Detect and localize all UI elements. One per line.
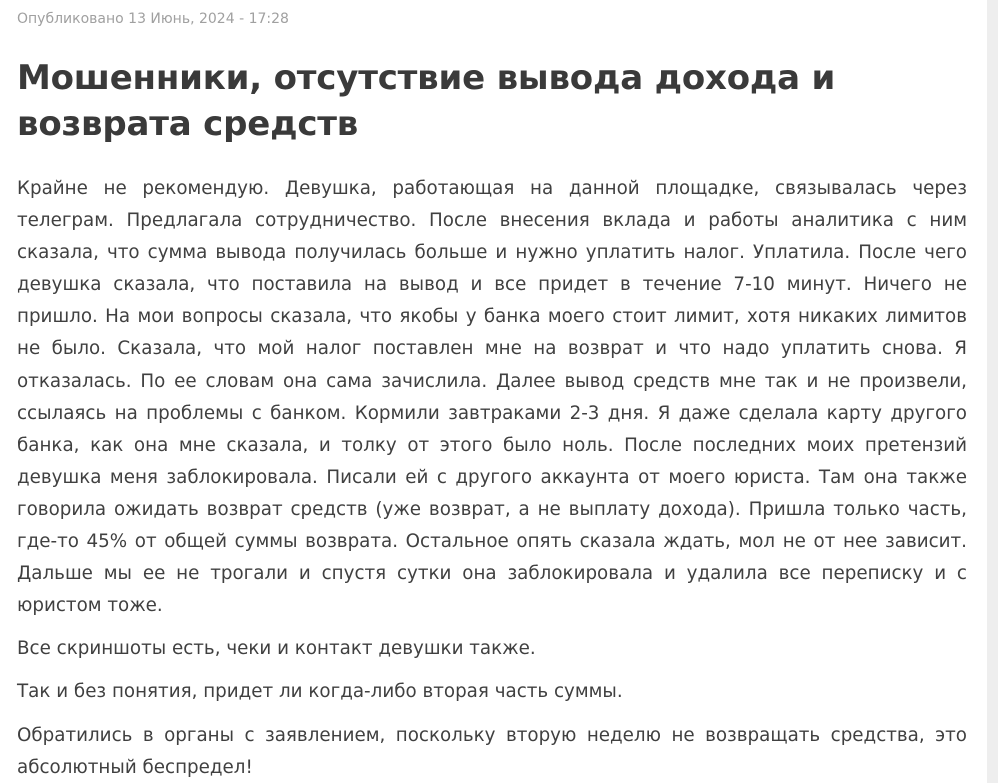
scrollbar-track[interactable] (987, 0, 998, 783)
article-paragraph: Так и без понятия, придет ли когда-либо вторая часть суммы. (17, 681, 623, 703)
article-paragraph: Обратились в органы с заявлением, поскольку вторую неделю не возвращать средства, это абсолютный беспредел! (17, 724, 967, 778)
article-paragraph: Все скриншоты есть, чеки и контакт девушки также. (17, 638, 536, 660)
article-body (17, 173, 967, 783)
article-paragraph: Крайне не рекомендую. Девушка, работающая на данной площадке, связывалась через телеграм. Предлагала сотрудничество. После внесения вклада и работы аналитика с ним сказала, что сумма вывода получилась больше и нужно уплатить налог. Уплатила. После чего девушка сказала, что поставила на вывод и все придет в течение 7-10 минут. Ничего не пришло. На мои вопросы сказала, что якобы у банка моего стоит лимит, хотя никаких лимитов не было. Сказала, что мой налог поставлен мне на возврат и что надо уплатить снова. Я отказалась. По ее словам она сама зачислила. Далее вывод средств мне так и не произвели, ссылаясь на проблемы с банком. Кормили завтраками 2-3 дня. Я даже сделала карту другого банка, как она мне сказала, и толку от этого было ноль. После последних моих претензий девушка меня заблокировала. Писали ей с другого аккаунта от моего юриста. Там она также говорила ожидать возврат средств (уже возврат, а не выплату дохода). Пришла только часть, где-то 45% от общей суммы возврата. Остальное опять сказала ждать, мол не от нее зависит. Дальше мы ее не трогали и спустя сутки она заблокировала и удалила все переписку и с юристом тоже. (17, 178, 967, 617)
publish-date: Опубликовано 13 Июнь, 2024 - 17:28 (17, 11, 289, 27)
article-content (17, 0, 967, 783)
article-title: Мошенники, отсутствие вывода дохода и возврата средств (17, 58, 836, 144)
